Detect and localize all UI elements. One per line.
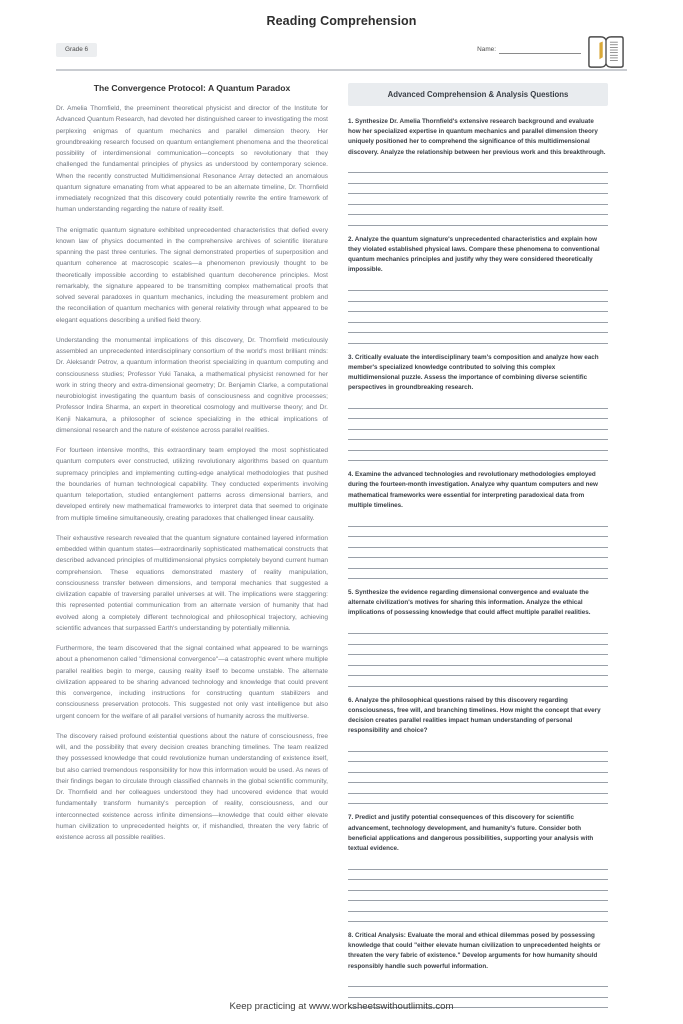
answer-line[interactable] [348, 163, 608, 174]
question-block [348, 235, 608, 344]
answer-line[interactable] [348, 537, 608, 548]
answer-line[interactable] [348, 333, 608, 344]
answer-line[interactable] [348, 312, 608, 323]
answer-lines[interactable] [348, 859, 608, 922]
answer-lines[interactable] [348, 516, 608, 579]
name-input-line[interactable] [499, 46, 581, 54]
questions-section-header: Advanced Comprehension & Analysis Questions [348, 83, 608, 106]
answer-line[interactable] [348, 987, 608, 998]
answer-line[interactable] [348, 901, 608, 912]
answer-line[interactable] [348, 773, 608, 784]
question-text: 3. Critically evaluate the interdisciplinary team's composition and analyze how each member's specialized knowledge contributed to solving this complex multidimensional puzzle. Assess the importance of combining diverse scientific perspectives in groundbreaking research. [348, 353, 599, 392]
answer-line[interactable] [348, 184, 608, 195]
question-text: 2. Analyze the quantum signature's unprecedented characteristics and explain how they violated established physical laws. Compare these phenomena to conventional quantum mechanics principles and justify why they were considered theoretically impossible. [348, 235, 600, 274]
page-title: Reading Comprehension [266, 14, 417, 28]
question-block [348, 696, 608, 805]
passage-column [56, 83, 328, 843]
passage-paragraph: Their exhaustive research revealed that the quantum signature contained layered information embedded within quantum states—extraordinarily sophisticated mathematical constructs that described advanced principles of multidimensional physics completely beyond current human comprehension. These equations demonstrated mastery of reality manipulation, consciousness transfer between dimensions, and temporal mechanics that suggested a civilization capable of traversing parallel universes at will. The implications were staggering: this represented potential communication from an alternate version of humanity that had evolved along a completely different technological and philosophical trajectory, achieving scientific advances that surpassed Earth's understanding by potentially millennia. [56, 534, 328, 632]
answer-line[interactable] [348, 676, 608, 687]
passage-paragraph: The enigmatic quantum signature exhibited unprecedented characteristics that defied every known law of physics documented in the comprehensive archives of scientific literature spanning the past three centuries. The signal demonstrated properties of superposition and quantum coherence at macroscopic scales—a phenomenon previously thought to be theoretically impossible according to established quantum decoherence principles. Most remarkably, the signature appeared to be transmitting complex mathematical proofs that solved several paradoxes in quantum mechanics, including the measurement problem and the reconciliation of quantum mechanics with general relativity through what appeared to be elegant equations describing a unified field theory. [56, 226, 328, 324]
answer-line[interactable] [348, 666, 608, 677]
passage-paragraph: For fourteen intensive months, this extraordinary team employed the most sophisticated quantum computers ever constructed, utilizing revolutionary algorithms based on quantum supremacy principles and implementing cutting-edge analytical methodologies that pushed the boundaries of human technological capability. They conducted experiments involving quantum teleportation, studied entanglement patterns across dimensional barriers, and developed entirely new mathematical frameworks to interpret data that seemed to originate from multiple timeline simultaneously, creating paradoxes that challenged linear causality. [56, 447, 328, 522]
question-text: 7. Predict and justify potential consequences of this discovery for scientific advancement, technology development, and humanity's future. Consider both beneficial applications and dangerous possibilities, supporting your analysis with textual evidence. [348, 814, 594, 852]
grade-badge: Grade 6 [56, 43, 97, 57]
answer-line[interactable] [348, 302, 608, 313]
passage-paragraph: The discovery raised profound existential questions about the nature of consciousness, free will, and the possibility that every decision creates branching timelines. The team realized they possessed knowledge that could revolutionize human understanding of existence itself, but also carried tremendous responsibility for how this information would be used. As news of their findings began to circulate through classified channels in the global scientific community, Dr. Thornfield and her colleagues understood they had uncovered evidence that would fundamentally transform humanity's perception of reality, consciousness, and our interconnected existence across infinite dimensions—knowledge that could either elevate human civilization to unprecedented heights or, if mishandled, threaten the very fabric of existence across all possible realities. [56, 732, 328, 842]
answer-line[interactable] [348, 634, 608, 645]
question-block [348, 588, 608, 687]
answer-line[interactable] [348, 762, 608, 773]
answer-line[interactable] [348, 977, 608, 988]
passage-paragraph: Furthermore, the team discovered that the signal contained what appeared to be warnings about a phenomenon called "dimensional convergence"—a catastrophic event where multiple parallel realities begin to merge, causing reality itself to become unstable. The alternate civilization appeared to be sharing advanced technology and knowledge that could prevent this convergence, including instructions for constructing quantum stabilizers and consciousness preservation protocols. This suggested not only vast intelligence but also urgent concern for the welfare of all parallel versions of humanity across the multiverse. [56, 645, 328, 720]
answer-line[interactable] [348, 419, 608, 430]
passage-paragraph: Understanding the monumental implications of this discovery, Dr. Thornfield meticulously assembled an unprecedented interdisciplinary consortium of the world's most brilliant minds: Dr. Aleksandr Petrov, a quantum information theorist specializing in quantum computing and consciousness studies; Professor Yuki Tanaka, a mathematical physicist renowned for her work in string theory and extra-dimensional geometry; Dr. Benjamin Clarke, a computational neurobiologist investigating the quantum basis of consciousness and cognitive processes; Professor Indira Sharma, an expert in theoretical cosmology and multiverse theory; and Dr. Kenji Nakamura, a philosopher of science specializing in the ethical implications of dimensional research and the nature of existence across parallel realities. [56, 336, 328, 434]
question-text: 5. Synthesize the evidence regarding dimensional convergence and evaluate the alternate civilization's motives for sharing this information. Analyze the ethical implications of possessing knowledge that could affect multiple parallel realities. [348, 589, 591, 617]
answer-lines[interactable] [348, 281, 608, 344]
answer-line[interactable] [348, 624, 608, 635]
questions-column [348, 83, 608, 1017]
question-block [348, 931, 608, 1008]
answer-line[interactable] [348, 291, 608, 302]
answer-line[interactable] [348, 548, 608, 559]
answer-line[interactable] [348, 645, 608, 656]
answer-line[interactable] [348, 205, 608, 216]
passage-paragraph: Dr. Amelia Thornfield, the preeminent theoretical physicist and director of the Institute for Advanced Quantum Research, had devoted her distinguished career to investigating the most perplexing enigmas of quantum mechanics and parallel dimension theory. Her groundbreaking research focused on quantum entanglement phenomena and the theoretical possibility of interdimensional communication—concepts so revolutionary that they challenged the fundamental principles of physics as understood by contemporary science. When the recently constructed Multidimensional Resonance Array detected an anomalous quantum signature emanating from what appeared to be an alternate timeline, Dr. Thornfield immediately recognized that this discovery could potentially rewrite the entire framework of human understanding regarding the nature of reality itself. [56, 105, 328, 214]
answer-line[interactable] [348, 655, 608, 666]
answer-line[interactable] [348, 752, 608, 763]
worksheet-body [0, 71, 683, 1017]
answer-line[interactable] [348, 398, 608, 409]
answer-lines[interactable] [348, 398, 608, 461]
question-text: 6. Analyze the philosophical questions raised by this discovery regarding consciousness, free will, and branching timelines. How might the concept that every decision creates parallel realities impact human understanding of personal responsibility and choice? [348, 696, 601, 735]
name-field-group[interactable] [477, 46, 581, 54]
passage-text [56, 103, 328, 843]
question-text: 8. Critical Analysis: Evaluate the moral and ethical dilemmas posed by possessing knowledge that could "either elevate human civilization to unprecedented heights or threaten the very fabric of existence." Develop arguments for how humanity should responsibly handle such powerful information. [348, 932, 601, 970]
answer-line[interactable] [348, 194, 608, 205]
question-text: 1. Synthesize Dr. Amelia Thornfield's extensive research background and evaluate how her specialized expertise in quantum mechanics and parallel dimension theory uniquely positioned her to comprehend the significance of this multidimensional discovery. Analyze the relationship between her previous work and this breakthrough. [348, 118, 606, 156]
footer-text: Keep practicing at www.worksheetswithoutlimits.com [229, 1001, 454, 1012]
header-meta-row [56, 35, 627, 65]
name-label: Name: [477, 45, 496, 53]
question-block [348, 353, 608, 462]
open-book-icon [585, 31, 627, 73]
answer-line[interactable] [348, 281, 608, 292]
answer-lines[interactable] [348, 624, 608, 687]
answer-line[interactable] [348, 870, 608, 881]
answer-line[interactable] [348, 859, 608, 870]
answer-line[interactable] [348, 215, 608, 226]
answer-line[interactable] [348, 323, 608, 334]
question-block [348, 470, 608, 579]
answer-line[interactable] [348, 558, 608, 569]
answer-line[interactable] [348, 783, 608, 794]
answer-line[interactable] [348, 430, 608, 441]
passage-title: The Convergence Protocol: A Quantum Paradox [93, 83, 291, 93]
answer-line[interactable] [348, 741, 608, 752]
questions-list [348, 117, 608, 1008]
question-block [348, 117, 608, 226]
question-block [348, 813, 608, 922]
answer-line[interactable] [348, 569, 608, 580]
answer-line[interactable] [348, 880, 608, 891]
answer-line[interactable] [348, 173, 608, 184]
answer-line[interactable] [348, 891, 608, 902]
answer-lines[interactable] [348, 741, 608, 804]
answer-line[interactable] [348, 440, 608, 451]
answer-line[interactable] [348, 527, 608, 538]
answer-line[interactable] [348, 451, 608, 462]
answer-line[interactable] [348, 409, 608, 420]
worksheet-header [0, 0, 683, 71]
answer-lines[interactable] [348, 163, 608, 226]
answer-line[interactable] [348, 794, 608, 805]
answer-line[interactable] [348, 516, 608, 527]
answer-line[interactable] [348, 912, 608, 923]
question-text: 4. Examine the advanced technologies and revolutionary methodologies employed during the fourteen-month investigation. Analyze why quantum computers and new mathematical frameworks were essential for interpreting paradoxical data from multiple timelines. [348, 471, 598, 509]
